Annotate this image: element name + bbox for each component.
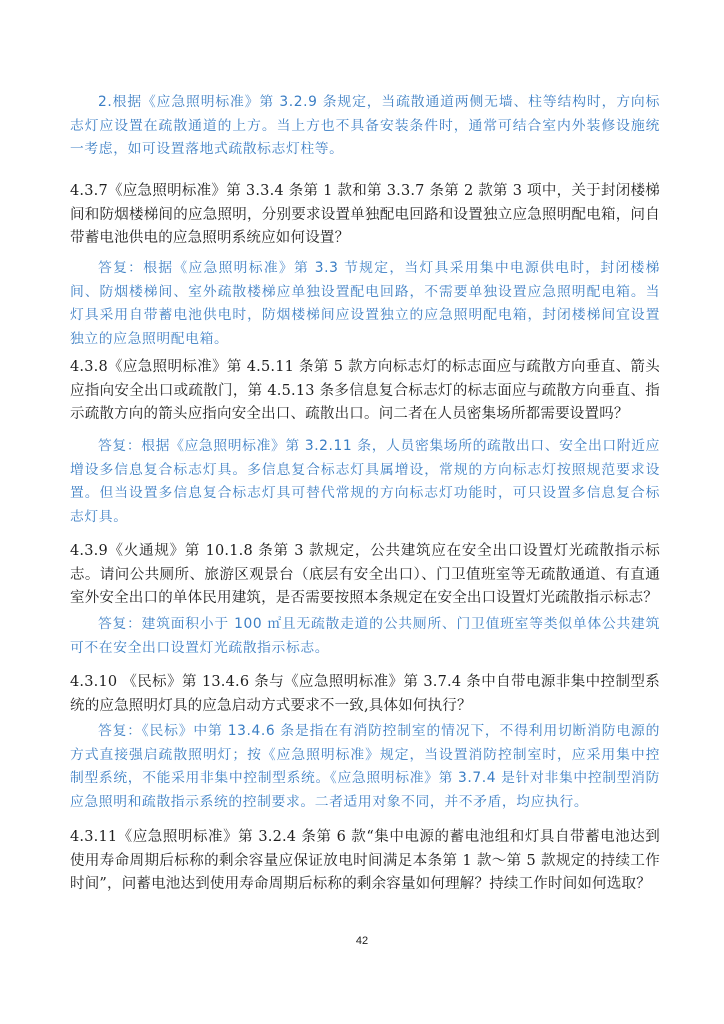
answer-paragraph: 答复：《民标》中第 13.4.6 条是指在有消防控制室的情况下，不得利用切断消防电源的方式直接强启疏散照明灯；按《应急照明标准》规定，当设置消防控制室时，应采用集中控制型系统，不能采用非集中控制型系统。《应急照明标准》第 3.7.4 是针对非集中控制型消防应急照明和疏散指示系统的控制要求。二者适用对象不同，并不矛盾，均应执行。 (70, 723, 660, 810)
page-number: 42 (355, 935, 369, 947)
question-paragraph: 4.3.11《应急照明标准》第 3.2.4 条第 6 款“集中电源的蓄电池组和灯具自带蓄电池达到使用寿命周期后标称的剩余容量应保证放电时间满足本条第 1 款～第 5 款规定的持续工作时间”，问蓄电池达到使用寿命周期后标称的剩余容量如何理解？持续工作时间如何选取？ (70, 829, 660, 892)
question-paragraph: 4.3.8《应急照明标准》第 4.5.11 条第 5 款方向标志灯的标志面应与疏散方向垂直、箭头应指向安全出口或疏散门，第 4.5.13 条多信息复合标志灯的标志面应与疏散方向垂直、指示疏散方向的箭头应指向安全出口、疏散出口。问二者在人员密集场所都需要设置吗？ (70, 359, 660, 422)
answer-paragraph: 答复：建筑面积小于 100 ㎡且无疏散走道的公共厕所、门卫值班室等类似单体公共建筑可不在安全出口设置灯光疏散指示标志。 (70, 616, 660, 656)
question-paragraph: 4.3.10 《民标》第 13.4.6 条与《应急照明标准》第 3.7.4 条中自带电源非集中控制型系统的应急照明灯具的应急启动方式要求不一致,具体如何执行？ (70, 674, 660, 714)
answer-paragraph: 答复：根据《应急照明标准》第 3.3 节规定，当灯具采用集中电源供电时，封闭楼梯间、防烟楼梯间、室外疏散楼梯应单独设置配电回路，不需要单独设置应急照明配电箱。当灯具采用自带蓄电池供电时，防烟楼梯间应设置独立的应急照明配电箱，封闭楼梯间宜设置独立的应急照明配电箱。 (70, 260, 660, 347)
question-paragraph: 4.3.9《火通规》第 10.1.8 条第 3 款规定，公共建筑应在安全出口设置灯光疏散指示标志。请问公共厕所、旅游区观景台（底层有安全出口）、门卫值班室等无疏散通道、有直通室外安全出口的单体民用建筑，是否需要按照本条规定在安全出口设置灯光疏散指示标志？ (70, 543, 660, 606)
question-paragraph: 4.3.7《应急照明标准》第 3.3.4 条第 1 款和第 3.3.7 条第 2 款第 3 项中，关于封闭楼梯间和防烟楼梯间的应急照明，分别要求设置单独配电回路和设置独立应急照明配电箱，问自带蓄电池供电的应急照明系统应如何设置？ (70, 183, 660, 246)
answer-paragraph: 答复：根据《应急照明标准》第 3.2.11 条，人员密集场所的疏散出口、安全出口附近应增设多信息复合标志灯具。多信息复合标志灯具属增设，常规的方向标志灯按照规范要求设置。但当设置多信息复合标志灯具可替代常规的方向标志灯功能时，可只设置多信息复合标志灯具。 (70, 438, 660, 525)
answer-paragraph: 2.根据《应急照明标准》第 3.2.9 条规定，当疏散通道两侧无墙、柱等结构时，方向标志灯应设置在疏散通道的上方。当上方也不具备安装条件时，通常可结合室内外装修设施统一考虑，如可设置落地式疏散标志灯柱等。 (70, 94, 660, 157)
